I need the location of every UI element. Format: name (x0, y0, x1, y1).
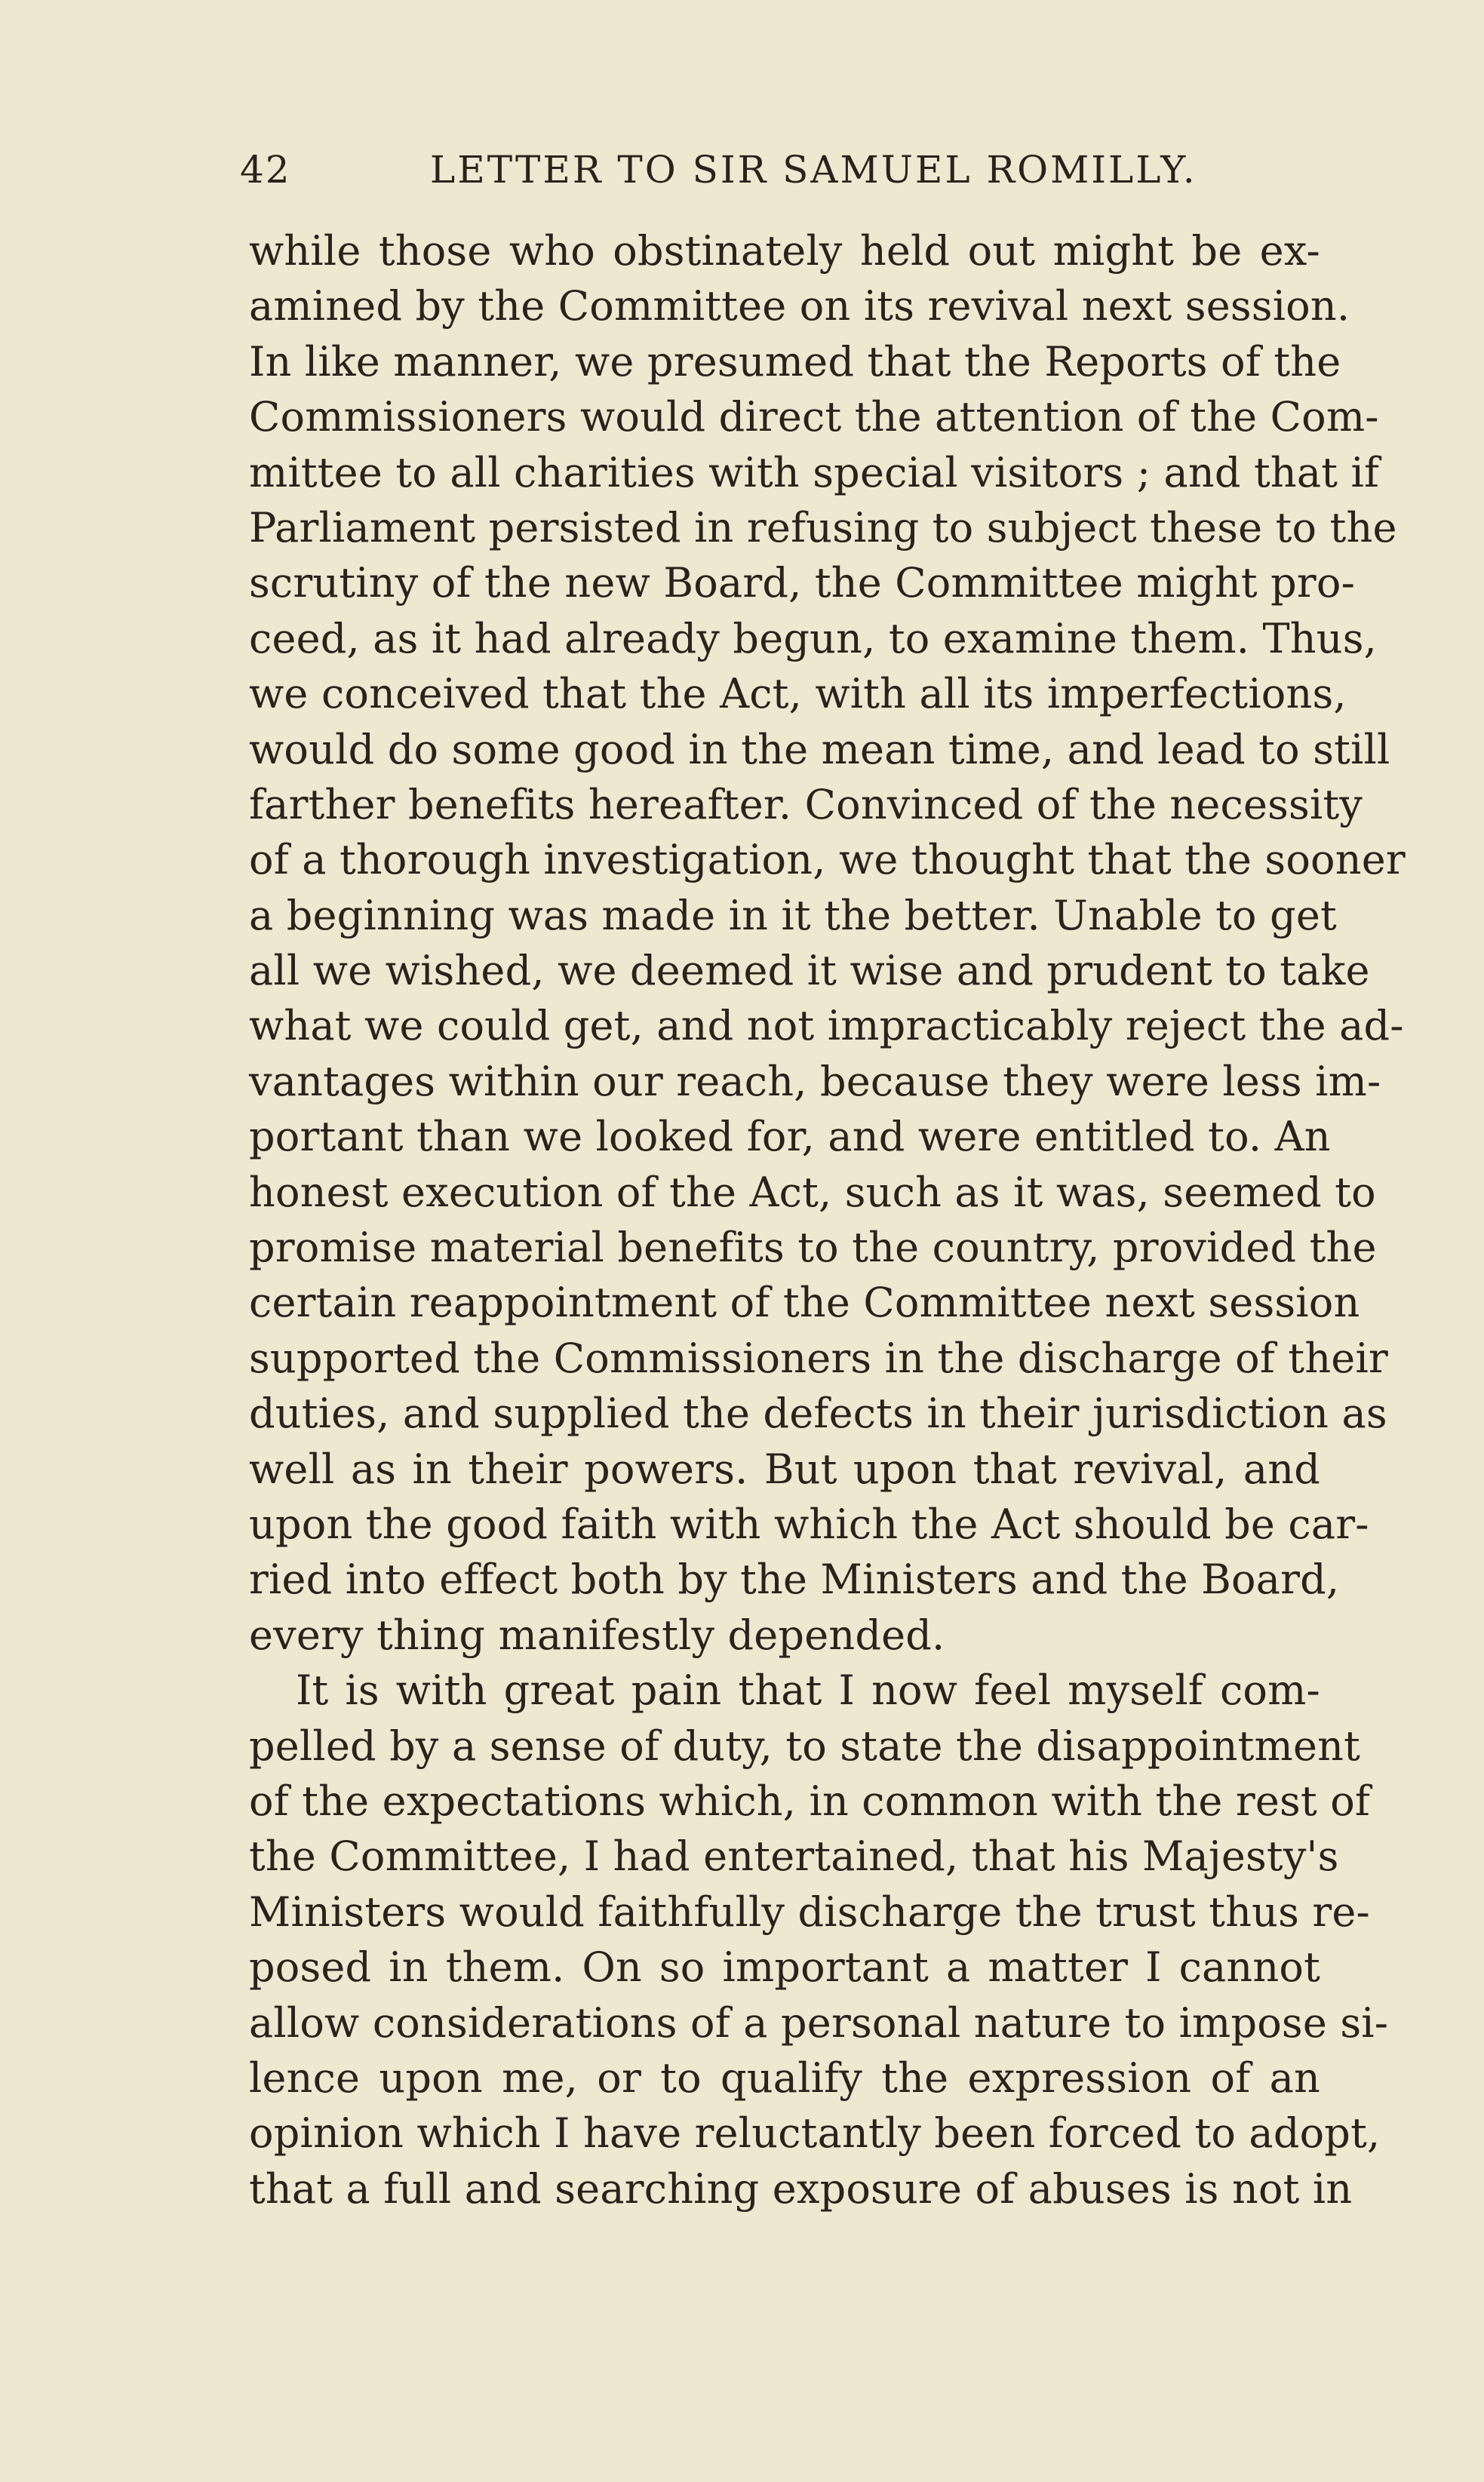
text-line: allow considerations of a personal nature to impose si- (249, 1998, 1389, 2047)
text-line: of the expectations which, in common with the rest of (249, 1777, 1371, 1825)
text-line: farther benefits hereafter. Convinced of the necessity (249, 780, 1363, 828)
body-text (249, 223, 1406, 2216)
text-line: ceed, as it had already begun, to examine them. Thus, (249, 614, 1377, 662)
text-line: every thing manifestly depended. (249, 1611, 945, 1659)
text-line: In like manner, we presumed that the Reports of the (249, 337, 1341, 386)
text-line: while those who obstinately held out might be ex- (249, 227, 1320, 275)
text-line: lence upon me, or to qualify the expression of an (249, 2053, 1320, 2102)
text-line: mittee to all charities with special visitors ; and that if (249, 448, 1380, 496)
text-line: certain reappointment of the Committee next session (249, 1279, 1360, 1327)
text-line: would do some good in the mean time, and lead to still (249, 725, 1390, 773)
text-line: ried into effect both by the Ministers and the Board, (249, 1556, 1340, 1604)
text-line: opinion which I have reluctantly been forced to adopt, (249, 2109, 1381, 2158)
text-line: scrutiny of the new Board, the Committee might pro- (249, 559, 1356, 607)
text-line: supported the Commissioners in the discharge of their (249, 1334, 1388, 1382)
text-line: upon the good faith with which the Act should be car- (249, 1500, 1369, 1548)
text-line: what we could get, and not impracticably reject the ad- (249, 1002, 1404, 1050)
text-line: Ministers would faithfully discharge the trust thus re- (249, 1888, 1370, 1936)
text-line: Parliament persisted in refusing to subject these to the (249, 503, 1397, 551)
text-line: that a full and searching exposure of abuses is not in (249, 2164, 1353, 2213)
text-line: a beginning was made in it the better. Unable to get (249, 891, 1337, 939)
text-line: pelled by a sense of duty, to state the disappointment (249, 1722, 1360, 1770)
text-line: we conceived that the Act, with all its imperfections, (249, 670, 1347, 718)
text-line: amined by the Committee on its revival next session. (249, 282, 1350, 330)
text-line: posed in them. On so important a matter I cannot (249, 1943, 1320, 1992)
text-line: Commissioners would direct the attention of the Com- (249, 393, 1379, 441)
text-line: portant than we looked for, and were entitled to. An (249, 1113, 1331, 1161)
text-line: vantages within our reach, because they were less im- (249, 1057, 1381, 1105)
text-line: honest execution of the Act, such as it was, seemed to (249, 1168, 1376, 1216)
page-header (240, 148, 1326, 201)
text-line: the Committee, I had entertained, that his Majesty's (249, 1832, 1339, 1881)
text-line: It is with great pain that I now feel myself com- (296, 1666, 1320, 1715)
text-line: well as in their powers. But upon that revival, and (249, 1445, 1320, 1493)
text-line: duties, and supplied the defects in their jurisdiction as (249, 1390, 1387, 1438)
text-line: promise material benefits to the country, provided the (249, 1224, 1377, 1272)
text-line: of a thorough investigation, we thought that the sooner (249, 836, 1406, 884)
running-title: LETTER TO SIR SAMUEL ROMILLY. (430, 148, 1197, 192)
page-number: 42 (240, 148, 291, 192)
text-line: all we wished, we deemed it wise and prudent to take (249, 947, 1370, 995)
